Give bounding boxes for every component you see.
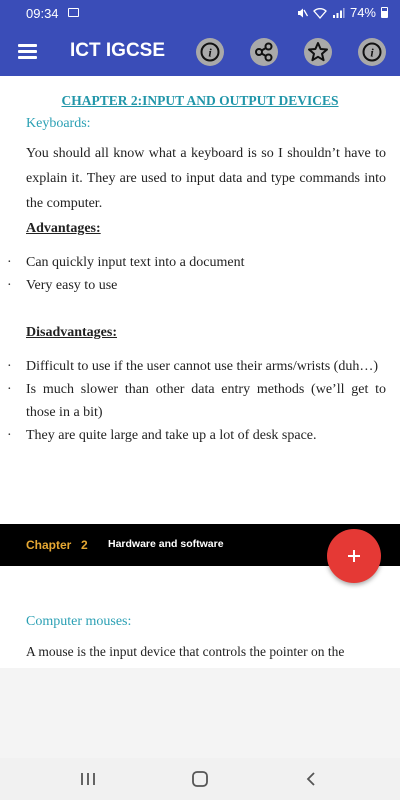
- back-icon: [304, 771, 320, 787]
- advantages-list: [26, 251, 386, 297]
- about-button[interactable]: [358, 38, 386, 66]
- svg-text:i: i: [370, 45, 374, 60]
- system-nav-bar: [0, 758, 400, 800]
- add-button[interactable]: [327, 529, 381, 583]
- status-time: 09:34: [26, 6, 59, 21]
- recents-button[interactable]: [77, 768, 99, 790]
- image-notification-icon: [68, 8, 79, 17]
- list-item: · They are quite large and take up a lot of desk space.: [26, 424, 386, 447]
- battery-percent: 74%: [349, 5, 376, 20]
- back-button[interactable]: [301, 768, 323, 790]
- disadvantages-heading: Disadvantages:: [26, 325, 118, 340]
- info-button[interactable]: [196, 38, 224, 66]
- app-bar: [0, 28, 400, 76]
- page-gap: [0, 668, 400, 758]
- chapter-heading: CHAPTER 2:INPUT AND OUTPUT DEVICES: [61, 93, 339, 108]
- signal-icon: [332, 7, 345, 19]
- info-icon: [361, 41, 383, 63]
- keyboards-paragraph: You should all know what a keyboard is so I shouldn’t have to explain it. They are used to input data and type commands into the computer.: [26, 146, 386, 211]
- list-item: · Can quickly input text into a document: [26, 251, 386, 274]
- list-item: · Very easy to use: [26, 274, 386, 297]
- plus-icon: [346, 548, 362, 564]
- keyboards-heading: Keyboards:: [26, 116, 91, 131]
- chapter-title: Hardware and software: [108, 538, 224, 550]
- list-item: · Difficult to use if the user cannot use their arms/wrists (duh…): [26, 355, 386, 378]
- info-icon: [199, 41, 221, 63]
- mute-icon: [296, 7, 308, 19]
- list-item: · Is much slower than other data entry methods (we’ll get to those in a bit): [26, 378, 386, 424]
- mouses-heading: Computer mouses:: [26, 614, 132, 629]
- app-title: ICT IGCSE: [70, 40, 166, 61]
- favorite-button[interactable]: [304, 38, 332, 66]
- chapter-label: Chapter: [26, 538, 72, 552]
- chapter-number: 2: [81, 538, 88, 552]
- advantages-heading: Advantages:: [26, 221, 101, 236]
- mouses-paragraph: A mouse is the input device that controls the pointer on the: [26, 644, 345, 659]
- star-icon: [307, 41, 329, 63]
- status-bar: [0, 0, 400, 28]
- home-icon: [191, 770, 209, 788]
- home-button[interactable]: [189, 768, 211, 790]
- share-icon: [253, 41, 275, 63]
- battery-icon: [381, 7, 388, 18]
- document-content[interactable]: [0, 76, 400, 758]
- disadvantages-list: [26, 355, 386, 447]
- wifi-icon: [313, 7, 327, 19]
- share-button[interactable]: [250, 38, 278, 66]
- svg-text:i: i: [208, 45, 212, 60]
- status-icons: [296, 5, 388, 20]
- recents-icon: [79, 771, 97, 787]
- menu-icon[interactable]: [18, 44, 37, 59]
